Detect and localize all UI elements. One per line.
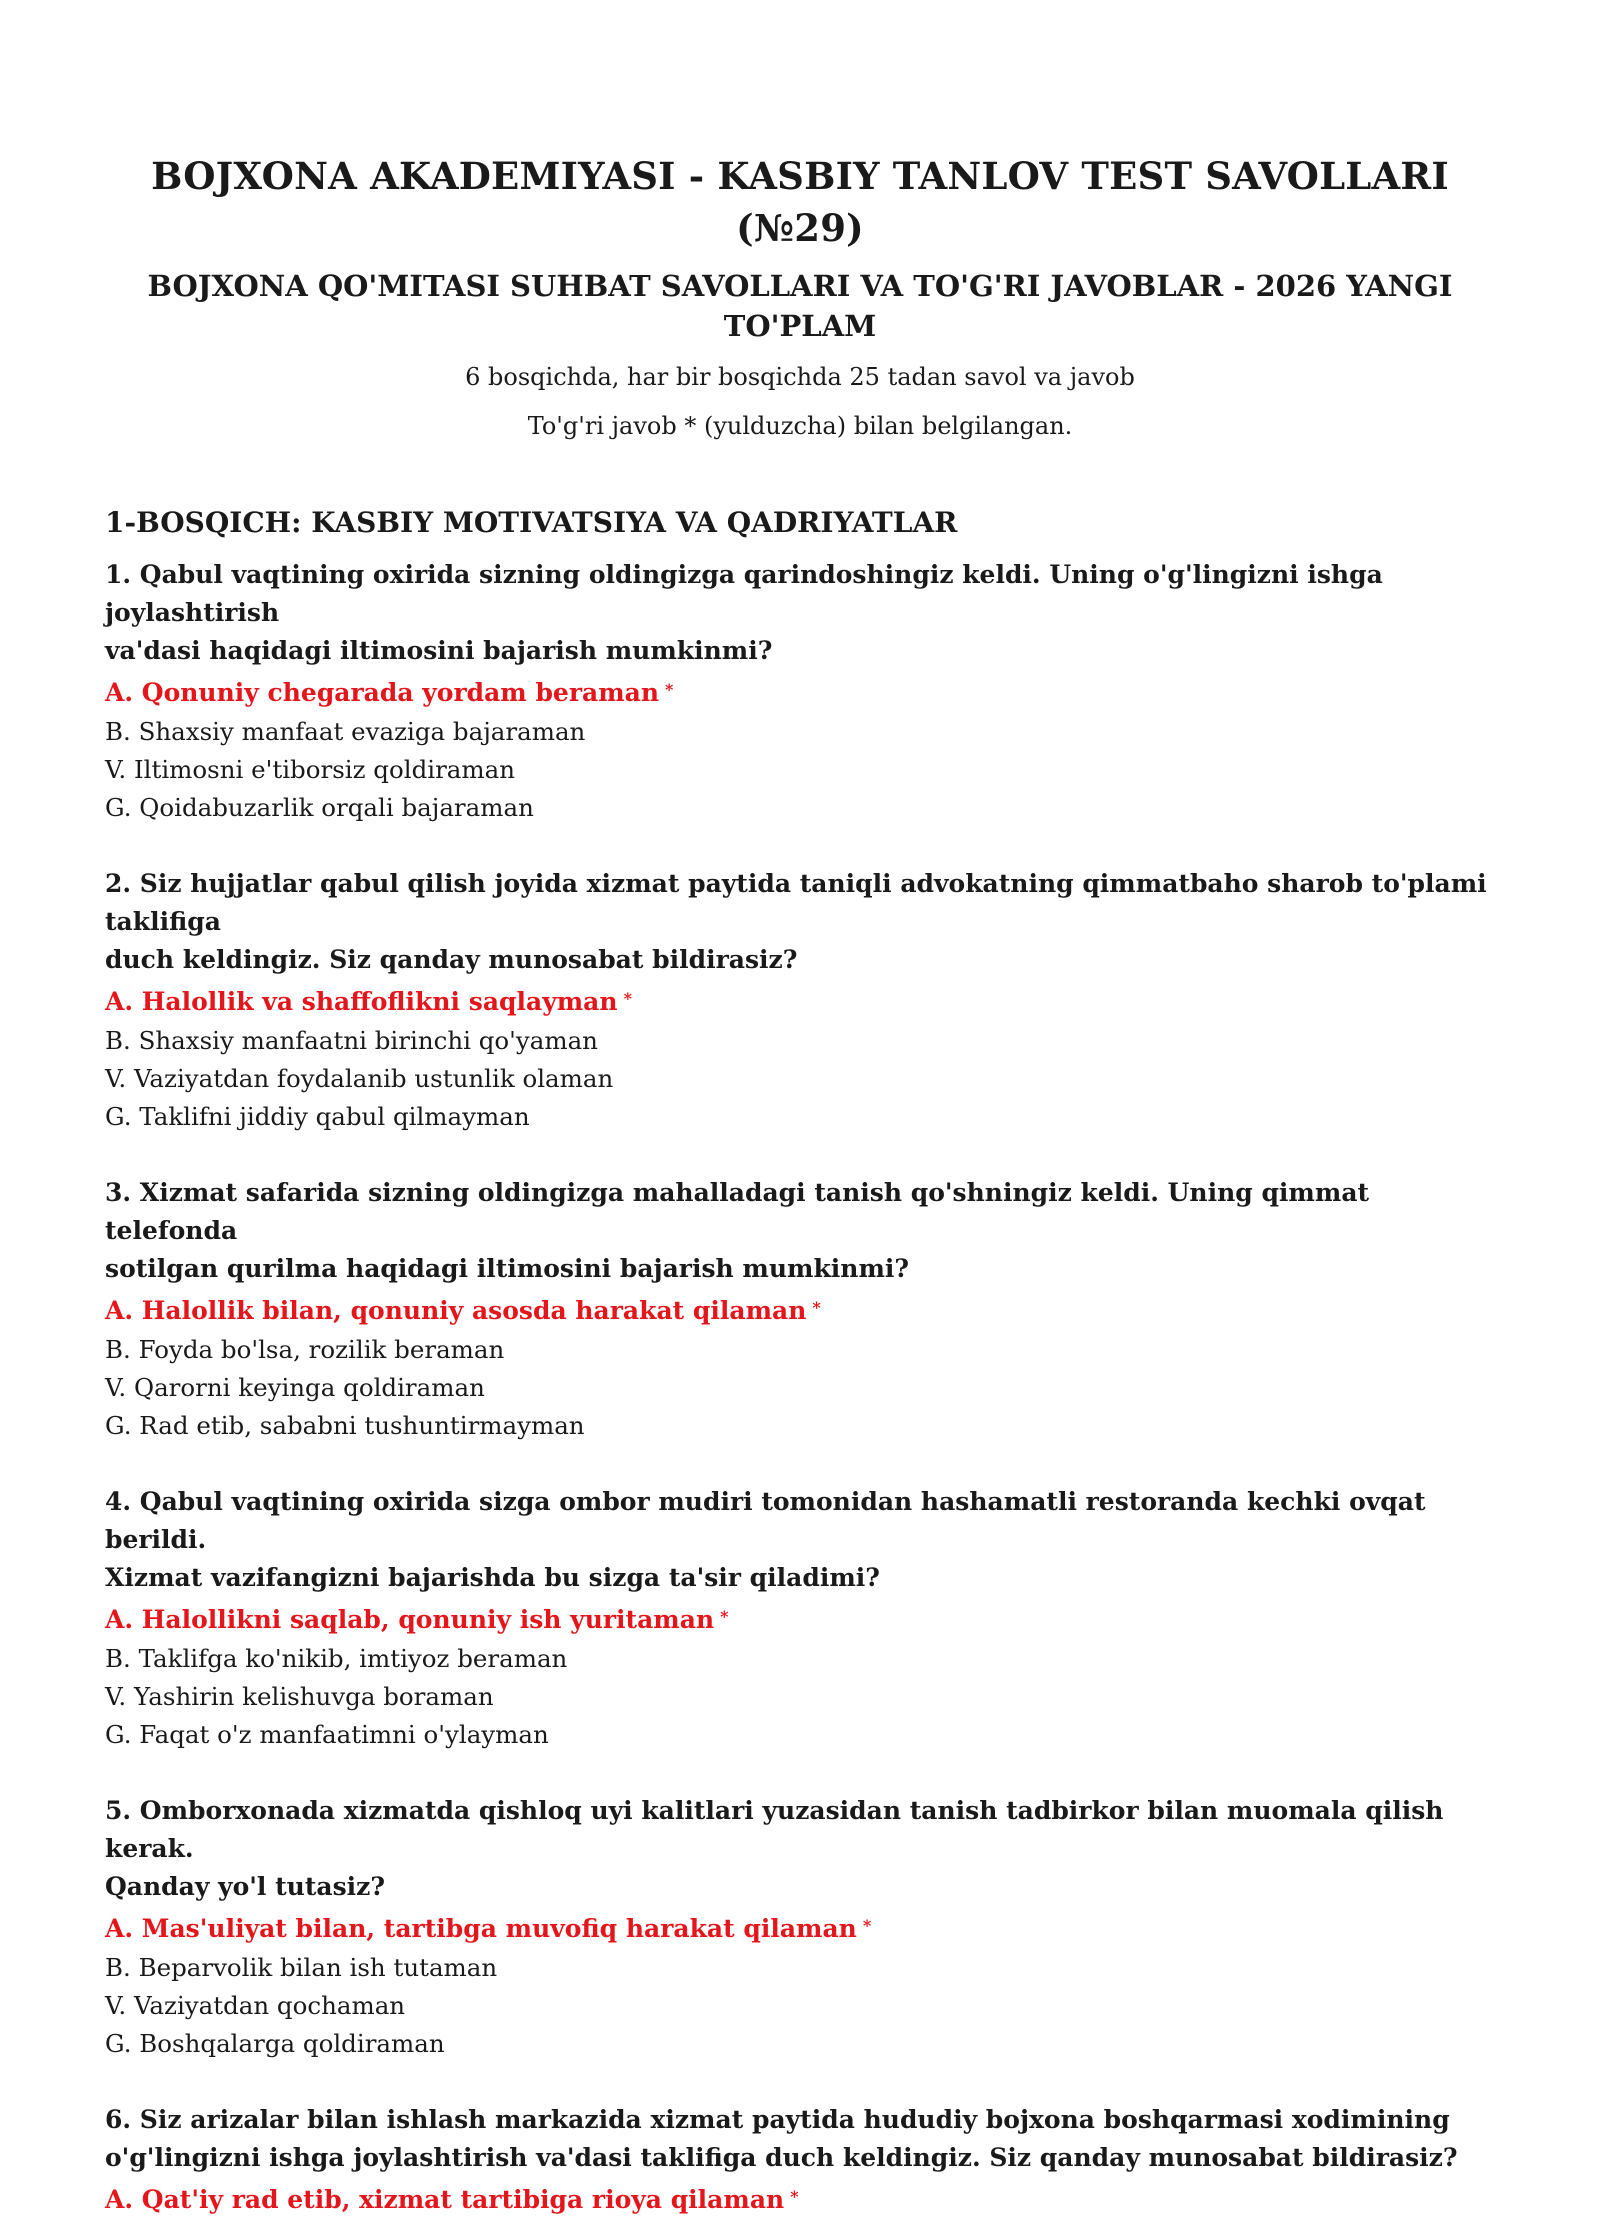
question-text — [105, 865, 1495, 979]
section-title: 1-BOSQICH: KASBIY MOTIVATSIYA VA QADRIYATLAR — [105, 506, 958, 539]
answer-option-v: V. Iltimosni e'tiborsiz qoldiraman — [105, 755, 516, 784]
option-label: A. Halollikni saqlab, qonuniy ish yuritaman — [105, 1605, 715, 1634]
correct-star-marker: * — [720, 1607, 729, 1626]
option-label: A. Mas'uliyat bilan, tartibga muvofiq harakat qilaman — [105, 1914, 857, 1943]
question-text-line: 2. Siz hujjatlar qabul qilish joyida xizmat paytida taniqli advokatning qimmatbaho sharob to'plami taklifiga — [105, 869, 1487, 936]
question-item — [105, 1174, 1495, 1445]
question-item — [105, 1483, 1495, 1754]
info-line-legend: To'g'ri javob * (yulduzcha) bilan belgilangan. — [527, 412, 1073, 440]
question-text-line: 1. Qabul vaqtining oxirida sizning oldingizga qarindoshingiz keldi. Uning o'g'lingizni ishga joylashtirish — [105, 560, 1383, 627]
answer-option-g: G. Qoidabuzarlik orqali bajaraman — [105, 793, 534, 822]
question-text-line: va'dasi haqidagi iltimosini bajarish mumkinmi? — [105, 636, 773, 665]
correct-answer-option — [105, 670, 1495, 713]
question-item — [105, 865, 1495, 1136]
answer-option-b: B. Taklifga ko'nikib, imtiyoz beraman — [105, 1644, 568, 1673]
question-text — [105, 556, 1495, 670]
option-label: A. Halollik va shaffoflikni saqlayman — [105, 987, 618, 1016]
answer-option-g: G. Boshqalarga qoldiraman — [105, 2029, 445, 2058]
document-subtitle: BOJXONA QO'MITASI SUHBAT SAVOLLARI VA TO'G'RI JAVOBLAR - 2026 YANGI TO'PLAM — [147, 269, 1453, 343]
option-label: A. Qat'iy rad etib, xizmat tartibiga rioya qilaman — [105, 2185, 785, 2214]
document-header — [105, 150, 1495, 443]
correct-star-marker: * — [665, 680, 674, 699]
correct-answer-option — [105, 1288, 1495, 1331]
question-text-line: Xizmat vazifangizni bajarishda bu sizga ta'sir qiladimi? — [105, 1563, 880, 1592]
answer-option-b: B. Beparvolik bilan ish tutaman — [105, 1953, 498, 1982]
correct-answer-option — [105, 1597, 1495, 1640]
answer-option-b: B. Shaxsiy manfaat evaziga bajaraman — [105, 717, 586, 746]
answer-option-g: G. Rad etib, sababni tushuntirmayman — [105, 1411, 585, 1440]
question-item — [105, 2101, 1495, 2220]
question-text-line: duch keldingiz. Siz qanday munosabat bildirasiz? — [105, 945, 798, 974]
answer-option-v: V. Vaziyatdan foydalanib ustunlik olaman — [105, 1064, 614, 1093]
answer-option-g: G. Taklifni jiddiy qabul qilmayman — [105, 1102, 530, 1131]
question-text-line: 6. Siz arizalar bilan ishlash markazida xizmat paytida hududiy bojxona boshqarmasi xodimining — [105, 2105, 1450, 2134]
document-title: BOJXONA AKADEMIYASI - KASBIY TANLOV TEST SAVOLLARI (№29) — [151, 154, 1449, 250]
info-line-stages: 6 bosqichda, har bir bosqichda 25 tadan savol va javob — [465, 363, 1135, 391]
question-text — [105, 1174, 1495, 1288]
question-text — [105, 2101, 1495, 2177]
answer-option-v: V. Vaziyatdan qochaman — [105, 1991, 406, 2020]
question-item — [105, 1792, 1495, 2063]
question-list — [105, 556, 1495, 2220]
question-text-line: 4. Qabul vaqtining oxirida sizga ombor mudiri tomonidan hashamatli restoranda kechki ovqat berildi. — [105, 1487, 1426, 1554]
correct-answer-option — [105, 2177, 1495, 2220]
question-text-line: 5. Omborxonada xizmatda qishloq uyi kalitlari yuzasidan tanish tadbirkor bilan muomala qilish kerak. — [105, 1796, 1444, 1863]
option-label: A. Halollik bilan, qonuniy asosda harakat qilaman — [105, 1296, 807, 1325]
correct-star-marker: * — [862, 1916, 872, 1935]
answer-option-v: V. Qarorni keyinga qoldiraman — [105, 1373, 485, 1402]
correct-star-marker: * — [623, 989, 632, 1008]
answer-option-v: V. Yashirin kelishuvga boraman — [105, 1682, 494, 1711]
question-text — [105, 1792, 1495, 1906]
question-item — [105, 556, 1495, 827]
option-label: A. Qonuniy chegarada yordam beraman — [105, 678, 660, 707]
question-text-line: o'g'lingizni ishga joylashtirish va'dasi taklifiga duch keldingiz. Siz qanday munosabat bildirasiz? — [105, 2143, 1458, 2172]
question-text-line: sotilgan qurilma haqidagi iltimosini bajarish mumkinmi? — [105, 1254, 910, 1283]
question-text-line: 3. Xizmat safarida sizning oldingizga mahalladagi tanish qo'shningiz keldi. Uning qimmat telefonda — [105, 1178, 1370, 1245]
question-text — [105, 1483, 1495, 1597]
answer-option-b: B. Foyda bo'lsa, rozilik beraman — [105, 1335, 505, 1364]
question-text-line: Qanday yo'l tutasiz? — [105, 1872, 386, 1901]
answer-option-b: B. Shaxsiy manfaatni birinchi qo'yaman — [105, 1026, 598, 1055]
answer-option-g: G. Faqat o'z manfaatimni o'ylayman — [105, 1720, 549, 1749]
correct-star-marker: * — [812, 1298, 821, 1317]
correct-answer-option — [105, 1906, 1495, 1949]
correct-answer-option — [105, 979, 1495, 1022]
correct-star-marker: * — [790, 2187, 799, 2206]
